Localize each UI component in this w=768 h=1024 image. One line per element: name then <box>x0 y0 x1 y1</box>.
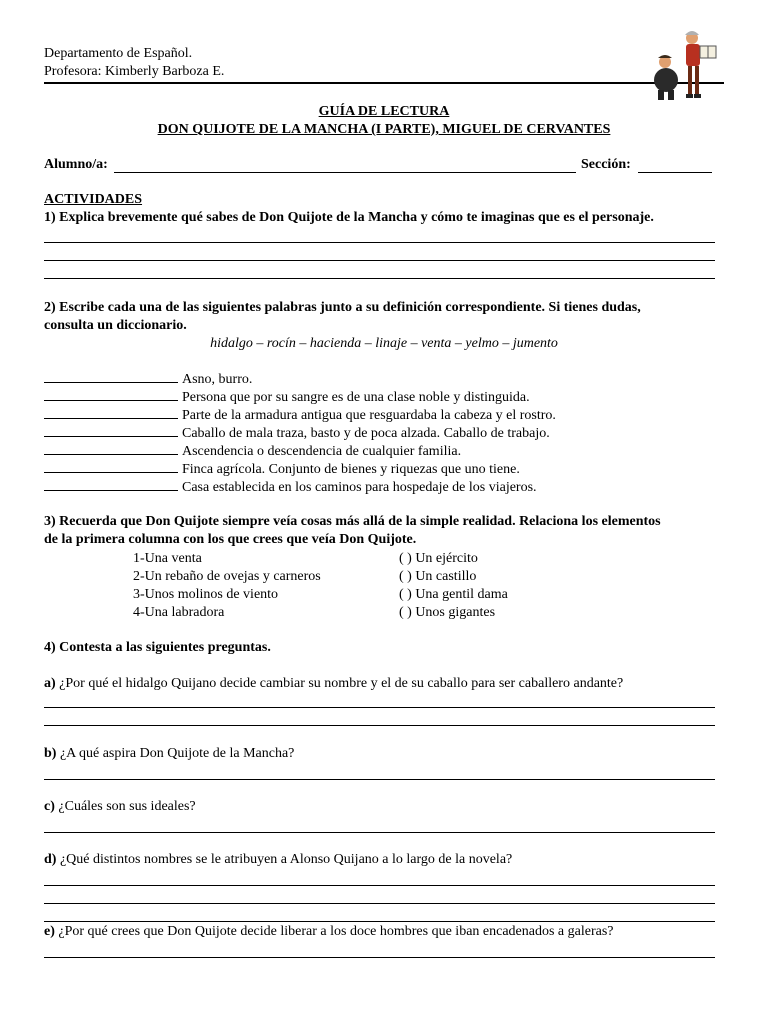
answer-line[interactable] <box>44 921 715 922</box>
definition-list <box>44 370 556 496</box>
definition-blank[interactable] <box>44 370 178 383</box>
question-4c <box>44 799 196 815</box>
question-label: d) <box>44 852 57 867</box>
definition-row <box>44 424 556 442</box>
definition-row <box>44 442 556 460</box>
word-list: hidalgo – rocín – hacienda – linaje – venta – yelmo – jumento <box>210 336 558 351</box>
header-divider <box>44 82 724 84</box>
question-label: c) <box>44 799 55 814</box>
match-left-item: 4-Una labradora <box>133 605 225 620</box>
question-4-text: 4) Contesta a las siguientes preguntas. <box>44 640 271 655</box>
match-left-item: 2-Un rebaño de ovejas y carneros <box>133 569 321 584</box>
answer-line[interactable] <box>44 707 715 708</box>
definition-row <box>44 388 556 406</box>
answer-line[interactable] <box>44 885 715 886</box>
match-right-item[interactable]: ( ) Un castillo <box>399 569 477 584</box>
title-line-1: GUÍA DE LECTURA <box>318 104 450 119</box>
definition-blank[interactable] <box>44 424 178 437</box>
question-3-text-line-1: 3) Recuerda que Don Quijote siempre veía cosas más allá de la simple realidad. Relaciona los elementos <box>44 514 661 529</box>
question-2-text-line-2: consulta un diccionario. <box>44 318 187 333</box>
question-4b <box>44 746 294 762</box>
student-name-field[interactable] <box>114 172 576 173</box>
match-right-item[interactable]: ( ) Una gentil dama <box>399 587 508 602</box>
definition-row <box>44 406 556 424</box>
question-4a <box>44 676 623 692</box>
question-3-text-line-2: de la primera columna con los que crees que veía Don Quijote. <box>44 532 417 547</box>
question-text: ¿Cuáles son sus ideales? <box>54 799 196 814</box>
question-label: b) <box>44 746 57 761</box>
definition-text: Persona que por su sangre es de una clase noble y distinguida. <box>182 390 530 405</box>
definition-blank[interactable] <box>44 388 178 401</box>
question-text: ¿Por qué el hidalgo Quijano decide cambiar su nombre y el de su caballo para ser caballero andante? <box>55 676 624 691</box>
definition-blank[interactable] <box>44 442 178 455</box>
student-label: Alumno/a: <box>44 157 108 172</box>
match-right-column <box>399 550 508 622</box>
answer-line[interactable] <box>44 260 715 261</box>
department-text: Departamento de Español. <box>44 46 193 61</box>
definition-text: Parte de la armadura antigua que resguardaba la cabeza y el rostro. <box>182 408 556 423</box>
answer-line[interactable] <box>44 725 715 726</box>
definition-row <box>44 370 556 388</box>
answer-line[interactable] <box>44 278 715 279</box>
activities-heading: ACTIVIDADES <box>44 192 143 207</box>
question-text: ¿Por qué crees que Don Quijote decide liberar a los doce hombres que iban encadenados a galeras? <box>54 924 614 939</box>
section-label: Sección: <box>581 157 631 172</box>
definition-row <box>44 478 556 496</box>
definition-blank[interactable] <box>44 460 178 473</box>
question-text: ¿A qué aspira Don Quijote de la Mancha? <box>56 746 295 761</box>
question-4e <box>44 924 614 940</box>
question-2-text-line-1: 2) Escribe cada una de las siguientes palabras junto a su definición correspondiente. Si tienes dudas, <box>44 300 641 315</box>
definition-blank[interactable] <box>44 478 178 491</box>
don-quijote-sancho-illustration-icon <box>648 24 724 102</box>
answer-line[interactable] <box>44 779 715 780</box>
question-label: a) <box>44 676 56 691</box>
definition-text: Finca agrícola. Conjunto de bienes y riquezas que uno tiene. <box>182 462 520 477</box>
section-field[interactable] <box>638 172 712 173</box>
question-label: e) <box>44 924 55 939</box>
question-text: ¿Qué distintos nombres se le atribuyen a Alonso Quijano a lo largo de la novela? <box>56 852 513 867</box>
definition-row <box>44 460 556 478</box>
answer-line[interactable] <box>44 832 715 833</box>
definition-text: Caballo de mala traza, basto y de poca alzada. Caballo de trabajo. <box>182 426 550 441</box>
match-right-item[interactable]: ( ) Unos gigantes <box>399 605 496 620</box>
match-left-item: 3-Unos molinos de viento <box>133 587 279 602</box>
teacher-text: Profesora: Kimberly Barboza E. <box>44 64 225 79</box>
definition-text: Ascendencia o descendencia de cualquier familia. <box>182 444 462 459</box>
match-left-item: 1-Una venta <box>133 551 202 566</box>
question-1-text: 1) Explica brevemente qué sabes de Don Quijote de la Mancha y cómo te imaginas que es el personaje. <box>44 210 654 225</box>
answer-line[interactable] <box>44 242 715 243</box>
definition-text: Casa establecida en los caminos para hospedaje de los viajeros. <box>182 480 537 495</box>
question-4d <box>44 852 512 868</box>
definition-blank[interactable] <box>44 406 178 419</box>
match-right-item[interactable]: ( ) Un ejército <box>399 551 478 566</box>
answer-line[interactable] <box>44 957 715 958</box>
title-line-2: DON QUIJOTE DE LA MANCHA (I PARTE), MIGUEL DE CERVANTES <box>157 122 611 137</box>
match-left-column <box>133 550 321 622</box>
definition-text: Asno, burro. <box>182 372 253 387</box>
answer-line[interactable] <box>44 903 715 904</box>
